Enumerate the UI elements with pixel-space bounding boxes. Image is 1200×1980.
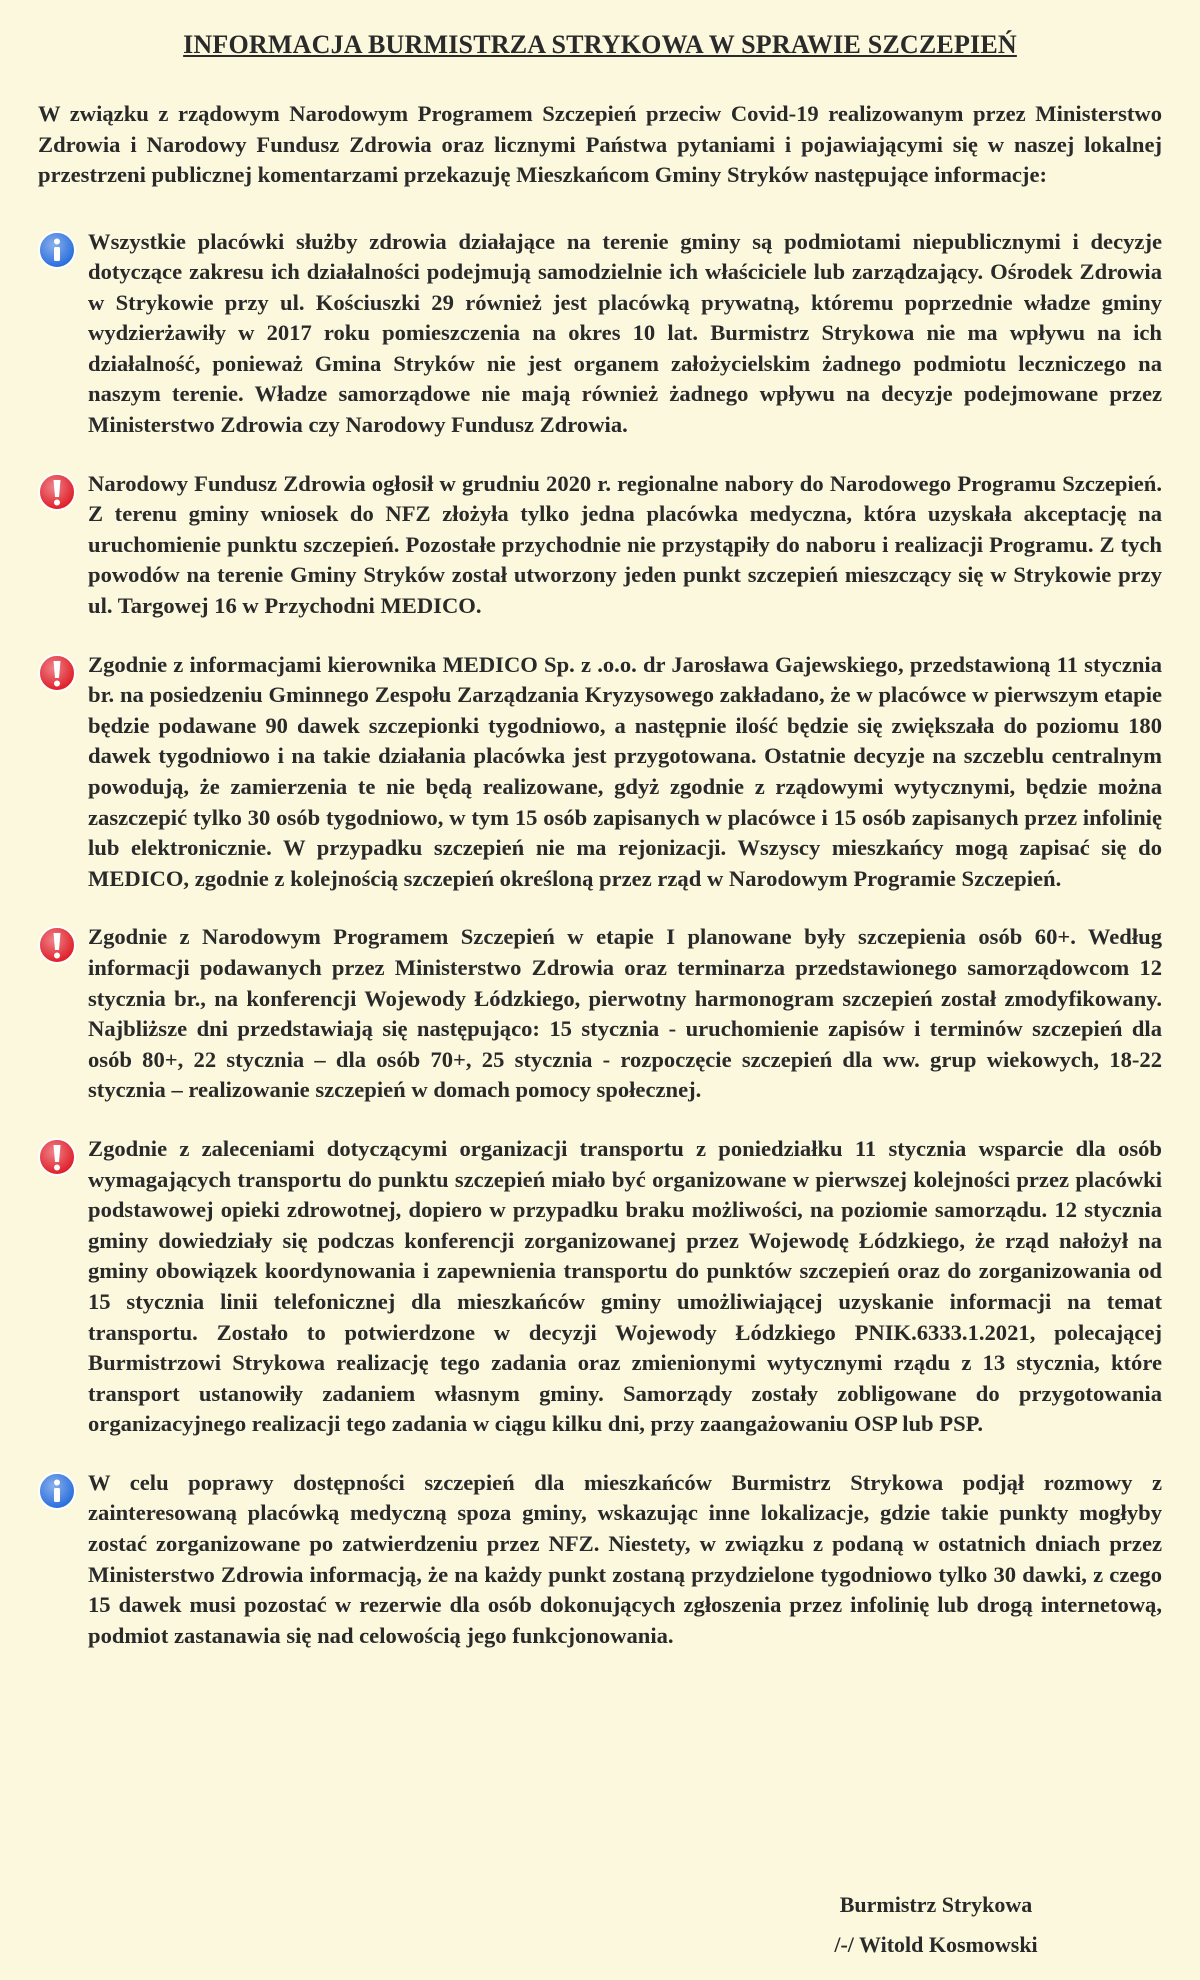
info-icon — [37, 230, 77, 270]
announcement-item — [38, 1134, 1162, 1440]
announcement-item — [38, 650, 1162, 895]
announcement-text: Zgodnie z informacjami kierownika MEDICO Sp. z .o.o. dr Jarosława Gajewskiego, przedstawioną 11 stycznia br. na posiedzeniu Gminnego Zespołu Zarządzania Kryzysowego zakładano, że w placówce w pierwszym etapie będzie podawane 90 dawek szczepionki tygodniowo, a następnie ilość będzie się zwiększała do poziomu 180 dawek tygodniowo i na takie działania placówka jest przygotowana. Ostatnie decyzje na szczeblu centralnym powodują, że zamierzenia te nie będą realizowane, gdyż zgodnie z rządowymi wytycznymi, będzie można zaszczepić tylko 30 osób tygodniowo, w tym 15 osób zapisanych w placówce i 15 osób zapisanych przez infolinię lub elektronicznie. W przypadku szczepień nie ma rejonizacji. Wszyscy mieszkańcy mogą zapisać się do MEDICO, zgodnie z kolejnością szczepień określoną przez rząd w Narodowym Programie Szczepień. — [88, 651, 1162, 891]
announcement-item — [38, 227, 1162, 441]
announcement-text: Wszystkie placówki służby zdrowia działające na terenie gminy są podmiotami niepublicznymi i decyzje dotyczące zakresu ich działalności podejmują samodzielnie ich właściciele lub zarządzający. Ośrodek Zdrowia w Strykowie przy ul. Kościuszki 29 również jest placówką prywatną, któremu poprzednie władze gminy wydzierżawiły w 2017 roku pomieszczenia na okres 10 lat. Burmistrz Strykowa nie ma wpływu na ich działalność, ponieważ Gmina Stryków nie jest organem założycielskim żadnego podmiotu leczniczego na naszym terenie. Władze samorządowe nie mają również żadnego wpływu na decyzje podejmowane przez Ministerstwo Zdrowia czy Narodowy Fundusz Zdrowia. — [88, 228, 1162, 438]
exclamation-icon — [37, 472, 77, 512]
signature-name: /-/ Witold Kosmowski — [834, 1932, 1038, 1957]
exclamation-icon — [37, 925, 77, 965]
announcement-item — [38, 1468, 1162, 1652]
announcement-item — [38, 922, 1162, 1106]
announcement-text: Zgodnie z Narodowym Programem Szczepień w etapie I planowane były szczepienia osób 60+. Według informacji podawanych przez Ministerstwo Zdrowia oraz terminarza przedstawionego samorządowcom 12 stycznia br., na konferencji Wojewody Łódzkiego, pierwotny harmonogram szczepień został zmodyfikowany. Najbliższe dni przedstawiają się następująco: 15 stycznia - uruchomienie zapisów i terminów szczepień dla osób 80+, 22 stycznia – dla osób 70+, 25 stycznia - rozpoczęcie szczepień dla ww. grup wiekowych, 18-22 stycznia – realizowanie szczepień w domach pomocy społecznej. — [88, 924, 1162, 1103]
intro-paragraph: W związku z rządowym Narodowym Programem Szczepień przeciw Covid-19 realizowanym przez Ministerstwo Zdrowia i Narodowy Fundusz Zdrowia oraz licznymi Państwa pytaniami i pojawiającymi się w naszej lokalnej przestrzeni publicznej komentarzami przekazuję Mieszkańcom Gminy Stryków następujące informacje: — [38, 101, 1162, 187]
exclamation-icon — [37, 1137, 77, 1177]
announcement-list — [38, 227, 1162, 1652]
document-title: INFORMACJA BURMISTRZA STRYKOWA W SPRAWIE SZCZEPIEŃ — [183, 30, 1017, 59]
announcement-text: W celu poprawy dostępności szczepień dla mieszkańców Burmistrz Strykowa podjął rozmowy z zainteresowaną placówką medyczną spoza gminy, wskazując inne lokalizacje, gdzie takie punkty mogłyby zostać zorganizowane po zatwierdzeniu przez NFZ. Niestety, w związku z podaną w ostatnich dniach przez Ministerstwo Zdrowia informacją, że na każdy punkt zostaną przydzielone tygodniowo tylko 30 dawki, z czego 15 dawek musi pozostać w rezerwie dla osób dokonujących zgłoszenia przez infolinię lub drogą internetową, podmiot zastanawia się nad celowością jego funkcjonowania. — [88, 1469, 1162, 1648]
announcement-text: Zgodnie z zaleceniami dotyczącymi organizacji transportu z poniedziałku 11 stycznia wsparcie dla osób wymagających transportu do punktu szczepień miało być organizowane w pierwszej kolejności przez placówki podstawowej opieki zdrowotnej, dopiero w przypadku braku możliwości, na poziomie samorządu. 12 stycznia gminy dowiedziały się podczas konferencji zorganizowanej przez Wojewodę Łódzkiego, że rząd nałożył na gminy obowiązek koordynowania i zapewnienia transportu do punktów szczepień oraz do zorganizowania od 15 stycznia linii telefonicznej dla mieszkańców gminy umożliwiającej uzyskanie informacji na temat transportu. Zostało to potwierdzone w decyzji Wojewody Łódzkiego PNIK.6333.1.2021, polecającej Burmistrzowi Strykowa realizację tego zadania oraz zmienionymi wytycznymi rządu z 13 stycznia, które transport ustanowiły zadaniem własnym gminy. Samorządy zostały zobligowane do przygotowania organizacyjnego realizacji tego zadania w ciągu kilku dni, przy zaangażowaniu OSP lub PSP. — [88, 1135, 1162, 1437]
announcement-text: Narodowy Fundusz Zdrowia ogłosił w grudniu 2020 r. regionalne nabory do Narodowego Programu Szczepień. Z terenu gminy wniosek do NFZ złożyła tylko jedna placówka medyczna, która uzyskała akceptację na uruchomienie punktu szczepień. Pozostałe przychodnie nie przystąpiły do naboru i realizacji Programu. Z tych powodów na terenie Gminy Stryków został utworzony jeden punkt szczepień mieszczący się w Strykowie przy ul. Targowej 16 w Przychodni MEDICO. — [88, 470, 1162, 619]
signature-role: Burmistrz Strykowa — [839, 1892, 1033, 1917]
exclamation-icon — [37, 653, 77, 693]
announcement-item — [38, 469, 1162, 622]
signature-block — [796, 1885, 1076, 1965]
info-icon — [37, 1471, 77, 1511]
